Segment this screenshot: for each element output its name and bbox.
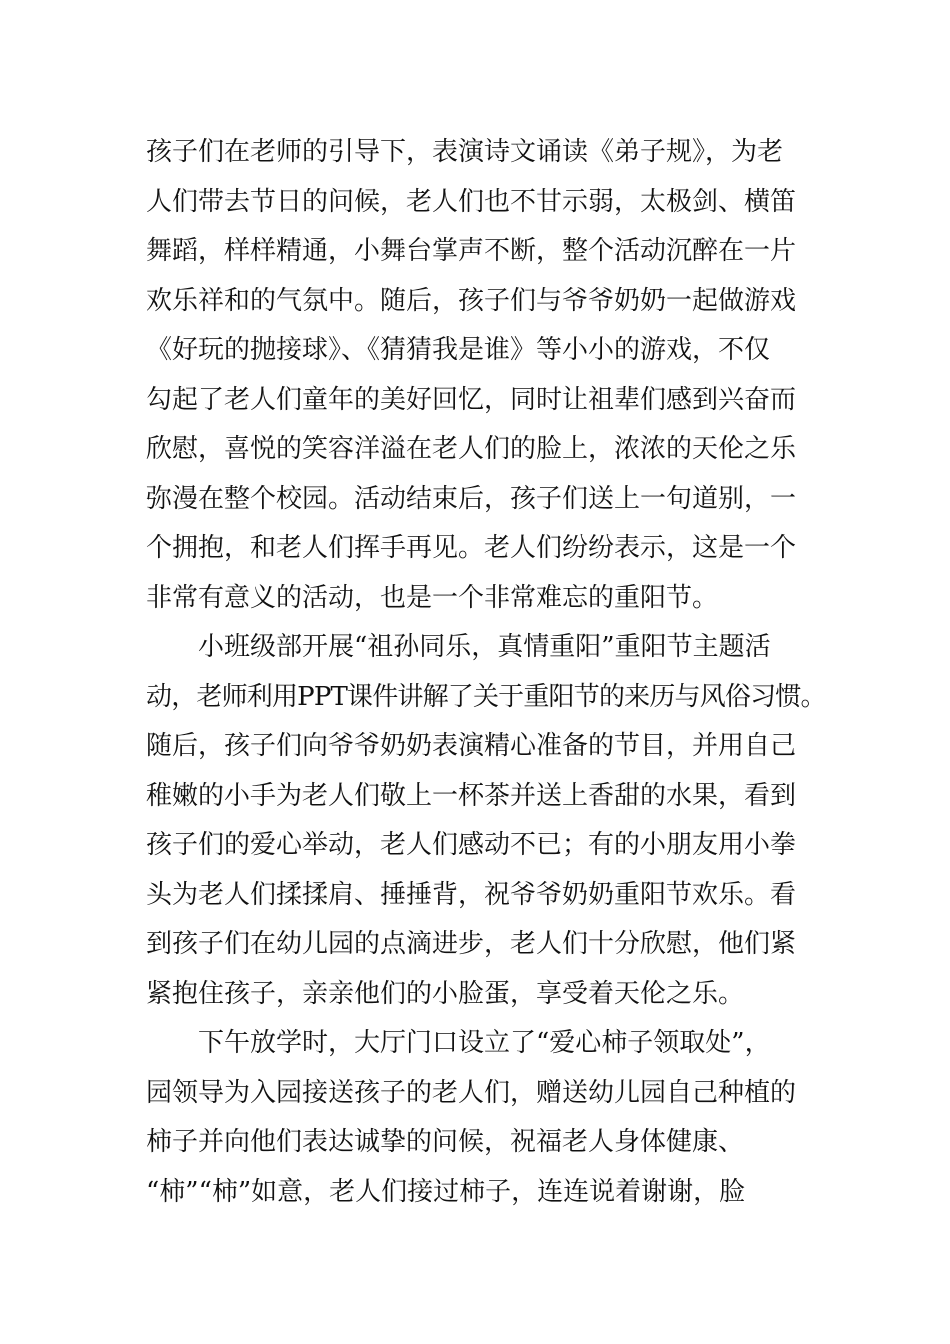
paragraph [146,128,826,623]
text-line: 下午放学时，大厅门口设立了“爱心柿子领取处”， [198,1028,771,1058]
text-line: 园领导为入园接送孩子的老人们，赠送幼儿园自己种植的 [146,1077,797,1108]
text-line: 非常有意义的活动，也是一个非常难忘的重阳节。 [146,582,719,613]
text-line: 人们带去节日的问候，老人们也不甘示弱，太极剑、横笛 [146,186,797,217]
text-line: 稚嫩的小手为老人们敬上一杯茶并送上香甜的水果，看到 [146,780,797,811]
text-line: 弥漫在整个校园。活动结束后，孩子们送上一句道别，一 [146,483,797,514]
text-line: 欢乐祥和的气氛中。随后，孩子们与爷爷奶奶一起做游戏 [146,285,797,316]
text-line: 动，老师利用PPT课件讲解了关于重阳节的来历与风俗习惯。 [146,681,826,712]
text-line: 孩子们的爱心举动，老人们感动不已；有的小朋友用小拳 [146,830,797,860]
text-line: 随后，孩子们向爷爷奶奶表演精心准备的节目，并用自己 [146,731,797,761]
text-line: “柿”“柿”如意，老人们接过柿子，连连说着谢谢，脸 [146,1176,746,1207]
text-line: 到孩子们在幼儿园的点滴进步，老人们十分欣慰，他们紧 [146,929,797,959]
text-line: 孩子们在老师的引导下，表演诗文诵读《弟子规》，为老 [146,137,784,167]
text-line: 勾起了老人们童年的美好回忆，同时让祖辈们感到兴奋而 [146,384,797,415]
text-line: 欣慰，喜悦的笑容洋溢在老人们的脸上，浓浓的天伦之乐 [146,434,797,464]
text-line: 舞蹈，样样精通，小舞台掌声不断，整个活动沉醉在一片 [146,236,797,266]
text-line: 小班级部开展“祖孙同乐，真情重阳”重阳节主题活 [198,632,771,662]
document-body [146,128,826,1217]
paragraph [146,1019,826,1217]
text-line: 头为老人们揉揉肩、捶捶背，祝爷爷奶奶重阳节欢乐。看 [146,879,797,910]
paragraph [146,623,826,1019]
text-line: 紧抱住孩子，亲亲他们的小脸蛋，享受着天伦之乐。 [146,978,745,1009]
text-line: 《好玩的抛接球》、《猜猜我是谁》等小小的游戏，不仅 [146,335,771,365]
text-line: 柿子并向他们表达诚挚的问候，祝福老人身体健康、 [146,1127,745,1157]
text-line: 个拥抱，和老人们挥手再见。老人们纷纷表示，这是一个 [146,533,797,563]
